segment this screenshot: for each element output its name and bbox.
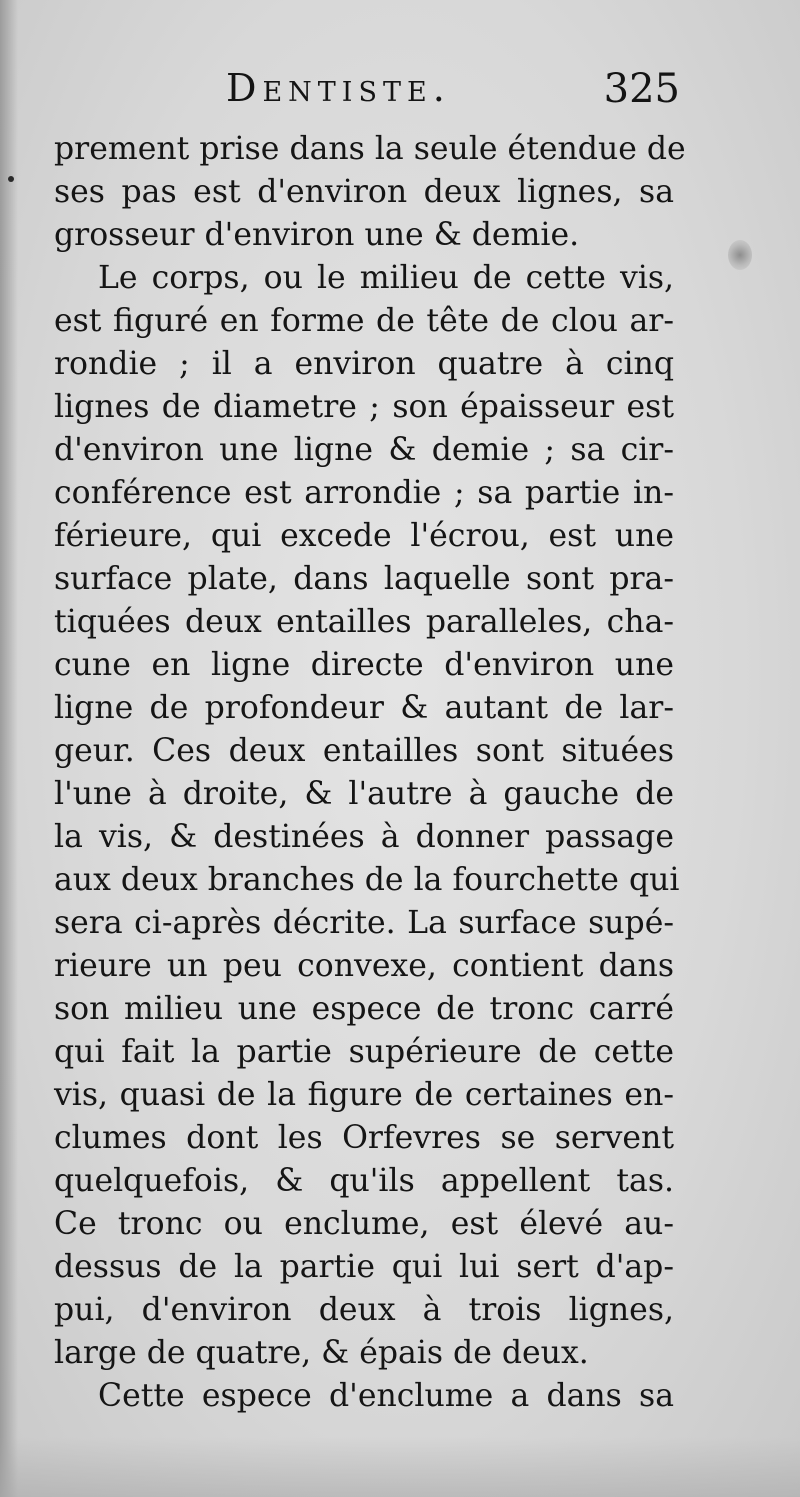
text-line: sera ci-après décrite. La surface supé- [54, 905, 674, 941]
page-bottom-shadow [0, 1437, 800, 1497]
page-header [60, 62, 680, 122]
page-number: 325 [603, 66, 680, 112]
text-line: Le corps, ou le milieu de cette vis, [98, 260, 674, 296]
text-line: tiquées deux entailles paralleles, cha- [54, 604, 674, 640]
text-line: la vis, & destinées à donner passage [54, 819, 674, 855]
text-line: d'environ une ligne & demie ; sa cir- [54, 432, 674, 468]
text-line: cune en ligne directe d'environ une [54, 647, 674, 683]
text-line: grosseur d'environ une & demie. [54, 217, 580, 253]
ink-spot [728, 240, 752, 270]
text-line: l'une à droite, & l'autre à gauche de [54, 776, 674, 812]
text-line: geur. Ces deux entailles sont situées [54, 733, 674, 769]
running-title: Dentiste. [226, 66, 451, 110]
text-line: prement prise dans la seule étendue de [54, 131, 686, 167]
text-line: lignes de diametre ; son épaisseur est [54, 389, 674, 425]
text-line: férieure, qui excede l'écrou, est une [54, 518, 674, 554]
text-line: rieure un peu convexe, contient dans [54, 948, 674, 984]
text-line: ligne de profondeur & autant de lar- [54, 690, 674, 726]
margin-dot [8, 176, 14, 182]
text-line: dessus de la partie qui lui sert d'ap- [54, 1249, 674, 1285]
text-line: clumes dont les Orfevres se servent [54, 1120, 674, 1156]
text-line: quelquefois, & qu'ils appellent tas. [54, 1163, 674, 1199]
text-line: qui fait la partie supérieure de cette [54, 1034, 674, 1070]
text-line: rondie ; il a environ quatre à cinq [54, 346, 674, 382]
text-line: Ce tronc ou enclume, est élevé au- [54, 1206, 674, 1242]
text-line: aux deux branches de la fourchette qui [54, 862, 680, 898]
text-line: surface plate, dans laquelle sont pra- [54, 561, 674, 597]
body-text [54, 128, 686, 1418]
text-line: son milieu une espece de tronc carré [54, 991, 674, 1027]
page-edge-shadow [0, 0, 18, 1497]
text-line: large de quatre, & épais de deux. [54, 1335, 589, 1371]
text-line: pui, d'environ deux à trois lignes, [54, 1292, 674, 1328]
text-line: est figuré en forme de tête de clou ar- [54, 303, 674, 339]
text-line: conférence est arrondie ; sa partie in- [54, 475, 674, 511]
text-line: Cette espece d'enclume a dans sa [98, 1378, 674, 1414]
text-line: ses pas est d'environ deux lignes, sa [54, 174, 674, 210]
text-line: vis, quasi de la figure de certaines en- [54, 1077, 674, 1113]
